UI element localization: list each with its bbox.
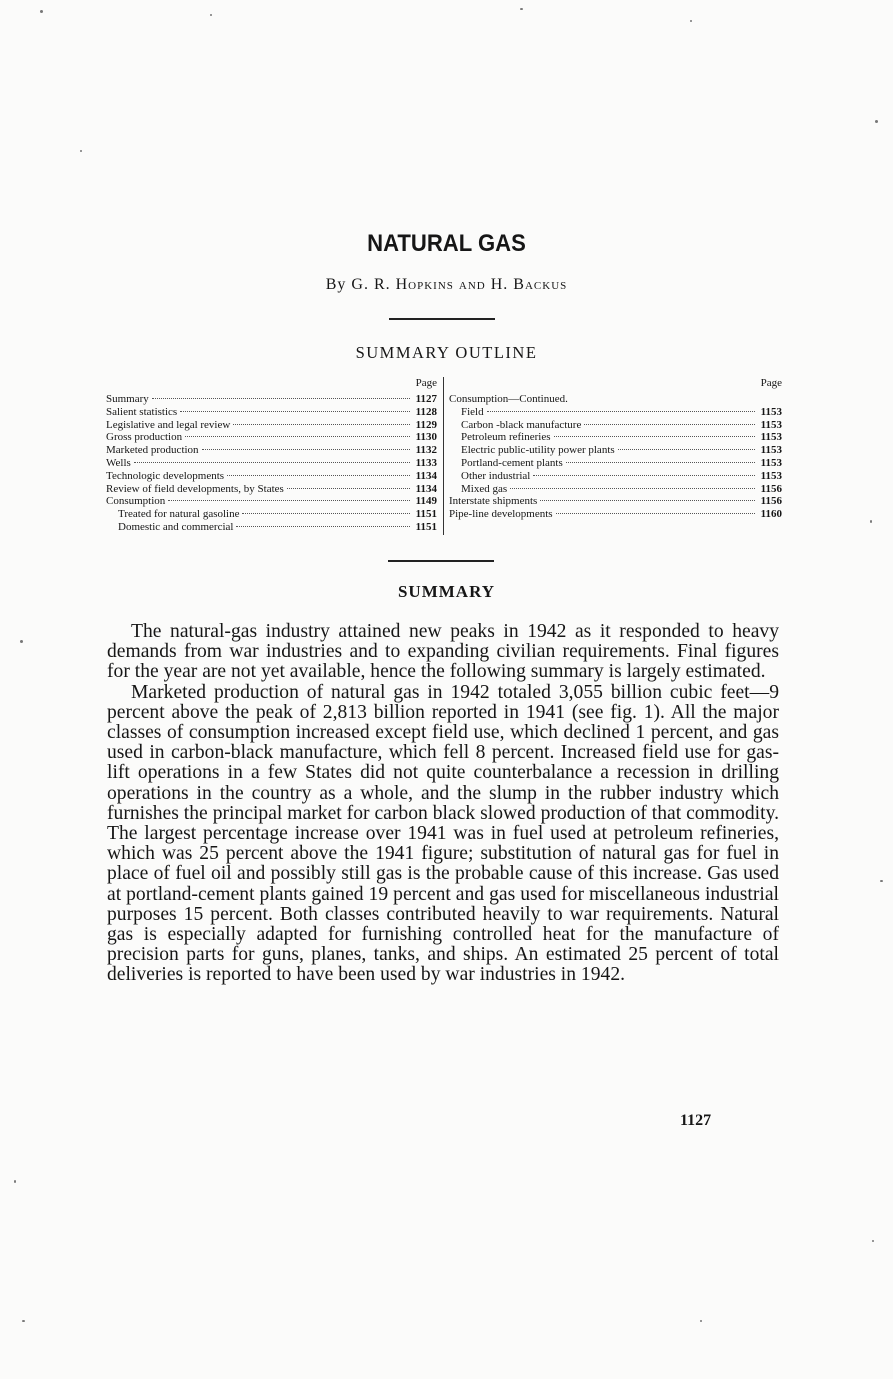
toc-entry-label: Interstate shipments	[449, 495, 538, 508]
toc-entry	[449, 483, 782, 496]
toc-leader-dots	[287, 488, 410, 489]
table-of-contents	[106, 377, 782, 537]
toc-entry-page: 1153	[760, 456, 782, 469]
byline	[0, 276, 893, 294]
toc-entry-page: 1134	[415, 482, 437, 495]
toc-leader-dots	[236, 526, 410, 527]
toc-page-header-left: Page	[415, 377, 437, 389]
toc-entry-page: 1160	[760, 508, 782, 521]
toc-entry-page: 1132	[415, 444, 437, 457]
page-number: 1127	[680, 1112, 712, 1129]
toc-column-divider	[443, 377, 444, 535]
byline-conjunction: and	[458, 276, 486, 293]
toc-entry	[106, 470, 437, 483]
toc-leader-dots	[134, 462, 410, 463]
toc-leader-dots	[510, 488, 755, 489]
toc-entry	[106, 508, 437, 521]
toc-leader-dots	[233, 424, 410, 425]
toc-entry	[449, 431, 782, 444]
summary-body	[107, 622, 779, 986]
toc-entry-label: Portland-cement plants	[461, 456, 563, 469]
toc-entry-label: Treated for natural gasoline	[118, 508, 240, 521]
toc-entry-page: 1133	[415, 456, 437, 469]
toc-entry	[106, 495, 437, 508]
section-heading-summary: SUMMARY	[397, 582, 496, 601]
toc-leader-dots	[584, 424, 755, 425]
toc-entry-label: Salient statistics	[106, 405, 178, 418]
toc-entry-page: 1151	[415, 520, 437, 533]
title-divider	[389, 318, 495, 320]
toc-entry-label: Carbon -black manufacture	[461, 418, 582, 431]
toc-entry-page: 1153	[760, 418, 782, 431]
toc-entry-page: 1156	[760, 495, 782, 508]
toc-entry	[106, 393, 437, 406]
toc-entry	[449, 406, 782, 419]
toc-entry-label: Legislative and legal review	[106, 418, 231, 431]
toc-entry	[449, 470, 782, 483]
toc-entry-label: Review of field developments, by States	[106, 482, 284, 495]
toc-leader-dots	[618, 449, 755, 450]
toc-leader-dots	[566, 462, 755, 463]
toc-entry-page: 1153	[760, 431, 782, 444]
toc-leader-dots	[185, 436, 410, 437]
toc-entry-label: Electric public-utility power plants	[461, 444, 615, 457]
article-title: NATURAL GAS	[367, 230, 526, 257]
toc-left-column	[106, 377, 437, 534]
toc-right-column	[449, 377, 782, 521]
toc-entry-label: Marketed production	[106, 444, 199, 457]
toc-leader-dots	[152, 398, 410, 399]
toc-entry-label: Gross production	[106, 431, 183, 444]
toc-entry-page: 1130	[415, 431, 437, 444]
toc-entry-page: 1153	[760, 469, 782, 482]
toc-entry	[106, 419, 437, 432]
toc-entry-label: Field	[461, 405, 484, 418]
toc-entry-page: 1153	[760, 405, 782, 418]
toc-entry	[106, 457, 437, 470]
toc-entry-page: 1129	[415, 418, 437, 431]
toc-entry-label: Technologic developments	[106, 469, 225, 482]
toc-entry-page: 1127	[415, 393, 437, 405]
toc-entry	[449, 495, 782, 508]
toc-entry-label: Pipe-line developments	[449, 508, 553, 521]
toc-entry-label: Domestic and commercial	[118, 520, 234, 533]
toc-leader-dots	[533, 475, 755, 476]
toc-continued-label: Consumption—Continued.	[449, 393, 568, 405]
toc-entry	[449, 444, 782, 457]
toc-entry	[106, 483, 437, 496]
toc-leader-dots	[540, 500, 755, 501]
outline-divider	[388, 560, 494, 562]
author-2: H. Backus	[490, 276, 568, 293]
summary-paragraph-1: The natural-gas industry attained new peaks in 1942 as it responded to heavy demands from war industries and to expanding civilian requirements. Final figures for the year are not yet available, hence the following summary is largely estimated.	[107, 621, 779, 683]
toc-entry-label: Other industrial	[461, 469, 531, 482]
outline-heading: SUMMARY OUTLINE	[355, 343, 538, 362]
toc-entry-page: 1151	[415, 508, 437, 521]
toc-entry-label: Mixed gas	[461, 482, 508, 495]
toc-page-header-right: Page	[760, 377, 782, 389]
toc-entry-page: 1134	[415, 469, 437, 482]
toc-leader-dots	[202, 449, 410, 450]
toc-leader-dots	[242, 513, 410, 514]
toc-entry-label: Wells	[106, 456, 131, 469]
toc-entry-page: 1149	[415, 495, 437, 508]
toc-entry-page: 1128	[415, 405, 437, 418]
toc-entry	[106, 444, 437, 457]
toc-entry	[106, 521, 437, 534]
toc-leader-dots	[487, 411, 755, 412]
toc-leader-dots	[180, 411, 410, 412]
toc-leader-dots	[556, 513, 755, 514]
toc-entry-page: 1156	[760, 482, 782, 495]
toc-entry-label: Summary	[106, 393, 149, 405]
author-1: G. R. Hopkins	[351, 276, 454, 293]
toc-entry-label: Consumption	[106, 495, 166, 508]
toc-entry-label: Petroleum refineries	[461, 431, 551, 444]
byline-prefix: By	[325, 276, 347, 293]
toc-entry	[449, 457, 782, 470]
toc-entry	[449, 419, 782, 432]
toc-entry	[449, 508, 782, 521]
summary-paragraph-2: Marketed production of natural gas in 1942 totaled 3,055 billion cubic feet—9 percent above the peak of 2,813 billion reported in 1941 (see fig. 1). All the major classes of consumption increased except field use, which declined 1 percent, and gas used in carbon-black manufacture, which fell 8 percent. Increased field use for gas-lift operations in a few States did not quite counterbalance a recession in drilling operations in the country as a whole, and the slump in the rubber industry which furnishes the principal market for carbon black slowed production of that commodity. The largest percentage increase over 1941 was in fuel used at petroleum refineries, which was 25 percent above the 1941 figure; substitution of natural gas for fuel in place of fuel oil and possibly still gas is the probable cause of this increase. Gas used at portland-cement plants gained 19 percent and gas used for miscellaneous industrial purposes 15 percent. Both classes contributed heavily to war requirements. Natural gas is especially adapted for furnishing controlled heat for the manufacture of precision parts for guns, planes, tanks, and ships. An estimated 25 percent of total deliveries is reported to have been used by war industries in 1942.	[107, 681, 779, 986]
toc-leader-dots	[227, 475, 410, 476]
toc-entry	[106, 406, 437, 419]
toc-leader-dots	[168, 500, 410, 501]
toc-entry-page: 1153	[760, 444, 782, 457]
toc-leader-dots	[554, 436, 756, 437]
toc-entry	[106, 431, 437, 444]
